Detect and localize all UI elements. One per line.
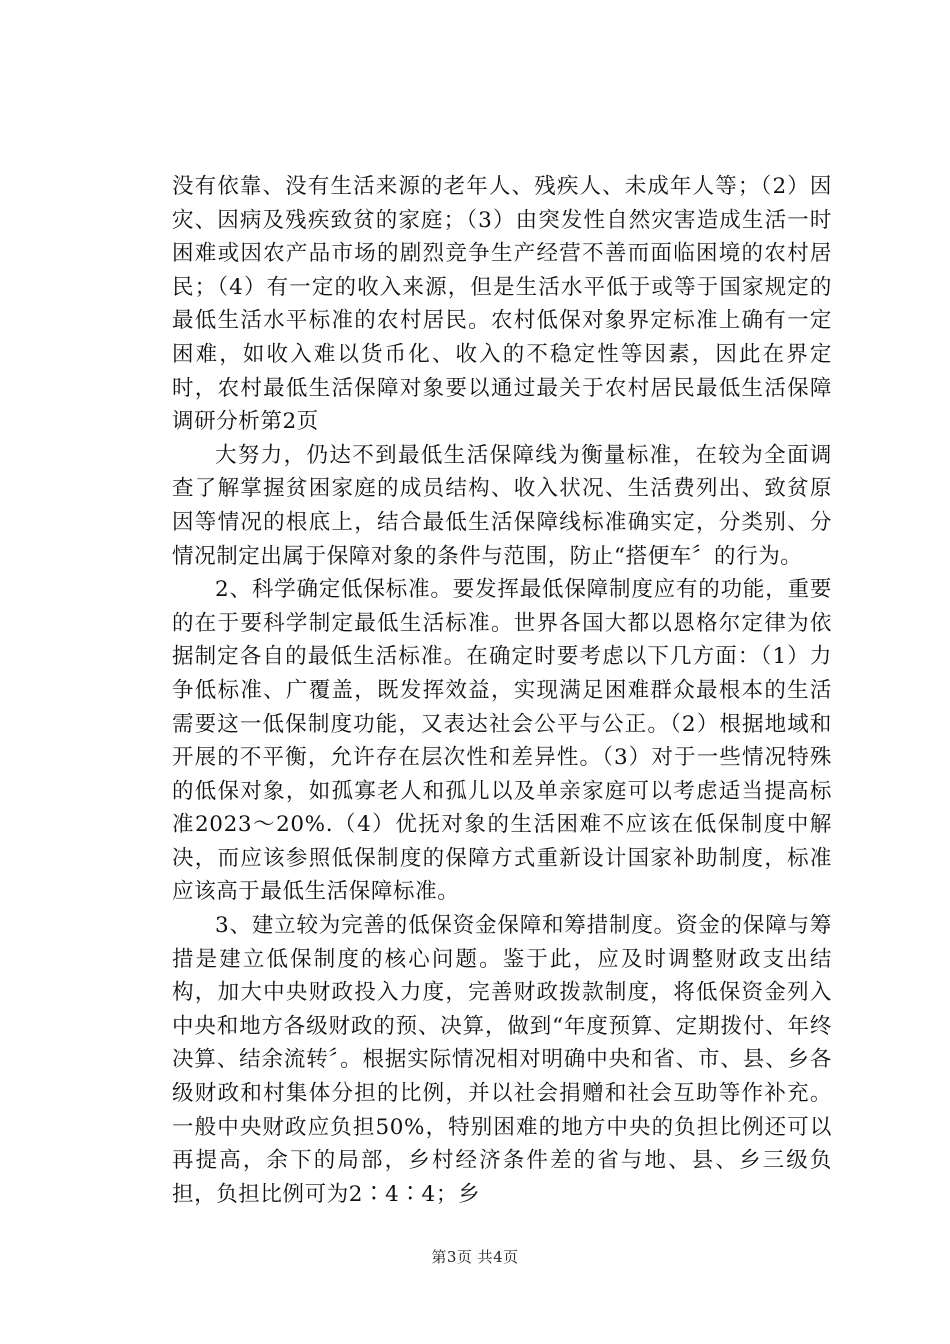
document-body: [172, 170, 832, 1211]
paragraph-criteria: 大努力，仍达不到最低生活保障线为衡量标准，在较为全面调查了解掌握贫困家庭的成员结构、收入状况、生活费列出、致贫原因等情况的根底上，结合最低生活保障线标准确实定，分类别、分情况制定出属于保障对象的条件与范围，防止“搭便车〞的行为。: [172, 442, 832, 569]
page-number-indicator: 第3页 共4页: [431, 1248, 519, 1266]
paragraph-funding: 3、建立较为完善的低保资金保障和筹措制度。资金的保障与筹措是建立低保制度的核心问题。鉴于此，应及时调整财政支出结构，加大中央财政投入力度，完善财政拨款制度，将低保资金列入中央和地方各级财政的预、决算，做到“年度预算、定期拨付、年终决算、结余流转〞。根据实际情况相对明确中央和省、市、县、乡各级财政和村集体分担的比例，并以社会捐赠和社会互助等作补充。一般中央财政应负担50%，特别困难的地方中央的负担比例还可以再提高，余下的局部，乡村经济条件差的省与地、县、乡三级负担，负担比例可为2∶4∶4；乡: [172, 913, 832, 1207]
paragraph-standard: 2、科学确定低保标准。要发挥最低保障制度应有的功能，重要的在于要科学制定最低生活标准。世界各国大都以恩格尔定律为依据制定各自的最低生活标准。在确定时要考虑以下几方面：（1）力争低标准、广覆盖，既发挥效益，实现满足困难群众最根本的生活需要这一低保制度功能，又表达社会公平与公正。（2）根据地域和开展的不平衡，允许存在层次性和差异性。（3）对于一些情况特殊的低保对象，如孤寡老人和孤儿以及单亲家庭可以考虑适当提高标准2023～20%.（4）优抚对象的生活困难不应该在低保制度中解决，而应该参照低保制度的保障方式重新设计国家补助制度，标准应该高于最低生活保障标准。: [172, 577, 832, 905]
paragraph-continuation: 没有依靠、没有生活来源的老年人、残疾人、未成年人等；（2）因灾、因病及残疾致贫的家庭；（3）由突发性自然灾害造成生活一时困难或因农产品市场的剧烈竞争生产经营不善而面临困境的农村居民；（4）有一定的收入来源，但是生活水平低于或等于国家规定的最低生活水平标准的农村居民。农村低保对象界定标准上确有一定困难，如收入难以货币化、收入的不稳定性等因素，因此在界定时，农村最低生活保障对象要以通过最关于农村居民最低生活保障调研分析第2页: [172, 174, 832, 435]
page-footer: [0, 1246, 950, 1267]
